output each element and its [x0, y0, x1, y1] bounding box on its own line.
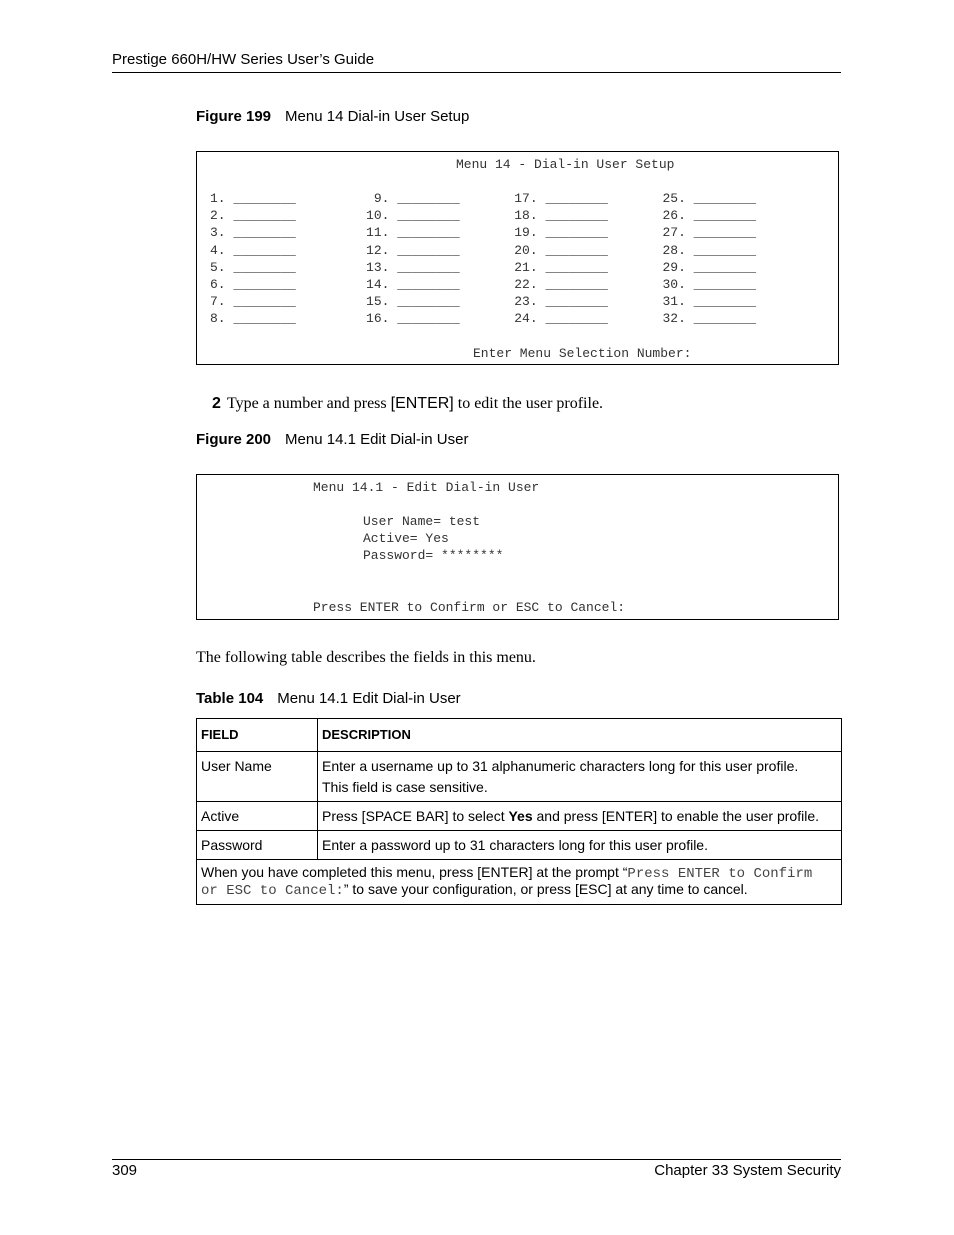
- selection-prompt: Enter Menu Selection Number:: [473, 346, 692, 361]
- user-name-field: User Name= test: [363, 514, 481, 529]
- note-prompt: Press ENTER to Confirm or ESC to Cancel:: [201, 866, 813, 899]
- user-slot-row: 4. ________ 12. ________ 20. ________ 28. ________: [210, 243, 757, 258]
- user-slot-row: 1. ________ 9. ________ 17. ________ 25. ________: [210, 191, 757, 206]
- user-slot-row: 3. ________ 11. ________ 19. ________ 27. ________: [210, 225, 757, 240]
- description-line: This field is case sensitive.: [322, 779, 488, 795]
- figure-199-caption: [196, 108, 469, 125]
- chapter-title: Chapter 33 System Security: [654, 1162, 841, 1179]
- field-cell: User Name: [197, 752, 318, 802]
- description-line: Enter a username up to 31 alphanumeric characters long for this user profile.: [322, 758, 799, 774]
- table-header-row: [197, 719, 842, 752]
- menu-14-1-screen: [196, 474, 839, 620]
- description-cell: Enter a password up to 31 characters long for this user profile.: [318, 831, 842, 860]
- description-cell: [318, 802, 842, 831]
- yes-value: Yes: [508, 808, 533, 824]
- table-note-row: [197, 860, 842, 905]
- note-text: When you have completed this menu, press [ENTER] at the prompt “: [201, 864, 628, 880]
- description-text: and press [ENTER] to enable the user profile.: [532, 808, 819, 824]
- field-description-table: [196, 718, 842, 905]
- note-text: ” to save your configuration, or press [ESC] at any time to cancel.: [343, 881, 748, 897]
- user-slot-row: 5. ________ 13. ________ 21. ________ 29. ________: [210, 260, 757, 275]
- table-104-caption: [196, 690, 461, 707]
- step-text-before: Type a number and press: [226, 395, 391, 412]
- table-label: Table 104: [196, 690, 264, 707]
- table-row: [197, 752, 842, 802]
- screen-heading: Menu 14 - Dial-in User Setup: [456, 157, 675, 172]
- table-title: Menu 14.1 Edit Dial-in User: [277, 690, 461, 707]
- figure-title: Menu 14 Dial-in User Setup: [285, 108, 470, 125]
- active-field: Active= Yes: [363, 531, 449, 546]
- user-slot-row: 6. ________ 14. ________ 22. ________ 30. ________: [210, 277, 757, 292]
- password-field: Password= ********: [363, 548, 504, 563]
- step-2: [212, 395, 603, 413]
- step-number: 2: [212, 395, 221, 412]
- body-paragraph: The following table describes the fields in this menu.: [196, 649, 536, 666]
- enter-key: [ENTER]: [390, 395, 454, 412]
- description-cell: [318, 752, 842, 802]
- column-header-description: DESCRIPTION: [318, 719, 842, 752]
- user-slot-row: 2. ________ 10. ________ 18. ________ 26. ________: [210, 208, 757, 223]
- figure-label: Figure 200: [196, 431, 272, 448]
- table-note: [197, 860, 842, 905]
- user-slot-row: 8. ________ 16. ________ 24. ________ 32. ________: [210, 311, 757, 326]
- footer-rule: [112, 1159, 841, 1160]
- user-slot-row: 7. ________ 15. ________ 23. ________ 31. ________: [210, 294, 757, 309]
- screen-heading: Menu 14.1 - Edit Dial-in User: [313, 480, 540, 495]
- page-number: 309: [112, 1162, 138, 1179]
- confirm-prompt: Press ENTER to Confirm or ESC to Cancel:: [313, 600, 626, 615]
- guide-title: Prestige 660H/HW Series User’s Guide: [112, 51, 375, 68]
- description-text: Press [SPACE BAR] to select: [322, 808, 509, 824]
- field-cell: Password: [197, 831, 318, 860]
- page-header: [112, 51, 841, 73]
- table-row: [197, 802, 842, 831]
- table-row: [197, 831, 842, 860]
- figure-label: Figure 199: [196, 108, 272, 125]
- field-cell: Active: [197, 802, 318, 831]
- menu-14-screen: [196, 151, 839, 365]
- column-header-field: FIELD: [197, 719, 318, 752]
- figure-title: Menu 14.1 Edit Dial-in User: [285, 431, 469, 448]
- figure-200-caption: [196, 431, 468, 448]
- step-text-after: to edit the user profile.: [453, 395, 604, 412]
